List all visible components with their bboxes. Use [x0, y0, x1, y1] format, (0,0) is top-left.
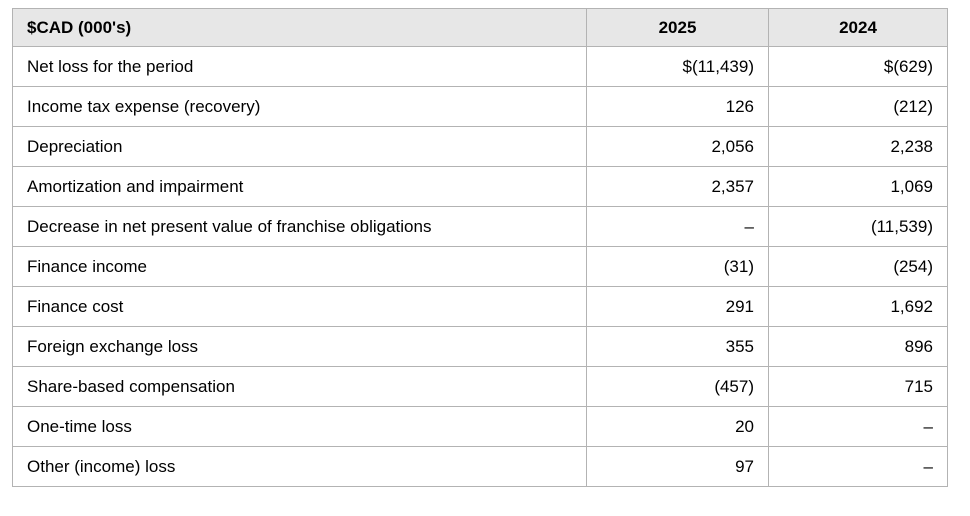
table-row: [13, 127, 948, 167]
row-label-cell: Amortization and impairment: [13, 167, 587, 207]
value-2025-cell: 2,056: [587, 127, 769, 167]
value-2025-cell: 355: [587, 327, 769, 367]
row-label-cell: Share-based compensation: [13, 367, 587, 407]
value-2025-cell: 2,357: [587, 167, 769, 207]
column-header-2025: 2025: [587, 9, 769, 47]
row-label-cell: Net loss for the period: [13, 47, 587, 87]
column-header-2024: 2024: [769, 9, 948, 47]
table-row: [13, 447, 948, 487]
value-2025-cell: 20: [587, 407, 769, 447]
table-row: [13, 167, 948, 207]
value-2024-cell: 1,692: [769, 287, 948, 327]
row-label-cell: Other (income) loss: [13, 447, 587, 487]
value-2024-cell: 715: [769, 367, 948, 407]
table-row: [13, 247, 948, 287]
row-label-cell: Depreciation: [13, 127, 587, 167]
table-row: [13, 87, 948, 127]
value-2024-cell: (254): [769, 247, 948, 287]
table-row: [13, 407, 948, 447]
value-2024-cell: (212): [769, 87, 948, 127]
table-row: [13, 207, 948, 247]
value-2024-cell: 896: [769, 327, 948, 367]
value-2025-cell: (31): [587, 247, 769, 287]
table-row: [13, 367, 948, 407]
value-2025-cell: $(11,439): [587, 47, 769, 87]
value-2025-cell: 97: [587, 447, 769, 487]
table-header: [13, 9, 948, 47]
value-2025-cell: 126: [587, 87, 769, 127]
table-row: [13, 47, 948, 87]
table-row: [13, 327, 948, 367]
value-2025-cell: (457): [587, 367, 769, 407]
value-2025-cell: 291: [587, 287, 769, 327]
table-row: [13, 287, 948, 327]
column-header-cad: $CAD (000's): [13, 9, 587, 47]
table-header-row: [13, 9, 948, 47]
row-label-cell: Income tax expense (recovery): [13, 87, 587, 127]
value-2024-cell: (11,539): [769, 207, 948, 247]
table-body: [13, 47, 948, 487]
value-2024-cell: $(629): [769, 47, 948, 87]
row-label-cell: Finance cost: [13, 287, 587, 327]
row-label-cell: Foreign exchange loss: [13, 327, 587, 367]
value-2024-cell: 1,069: [769, 167, 948, 207]
financial-table: [12, 8, 948, 487]
value-2024-cell: –: [769, 407, 948, 447]
row-label-cell: Decrease in net present value of franchise obligations: [13, 207, 587, 247]
row-label-cell: One-time loss: [13, 407, 587, 447]
value-2024-cell: –: [769, 447, 948, 487]
value-2025-cell: –: [587, 207, 769, 247]
value-2024-cell: 2,238: [769, 127, 948, 167]
row-label-cell: Finance income: [13, 247, 587, 287]
